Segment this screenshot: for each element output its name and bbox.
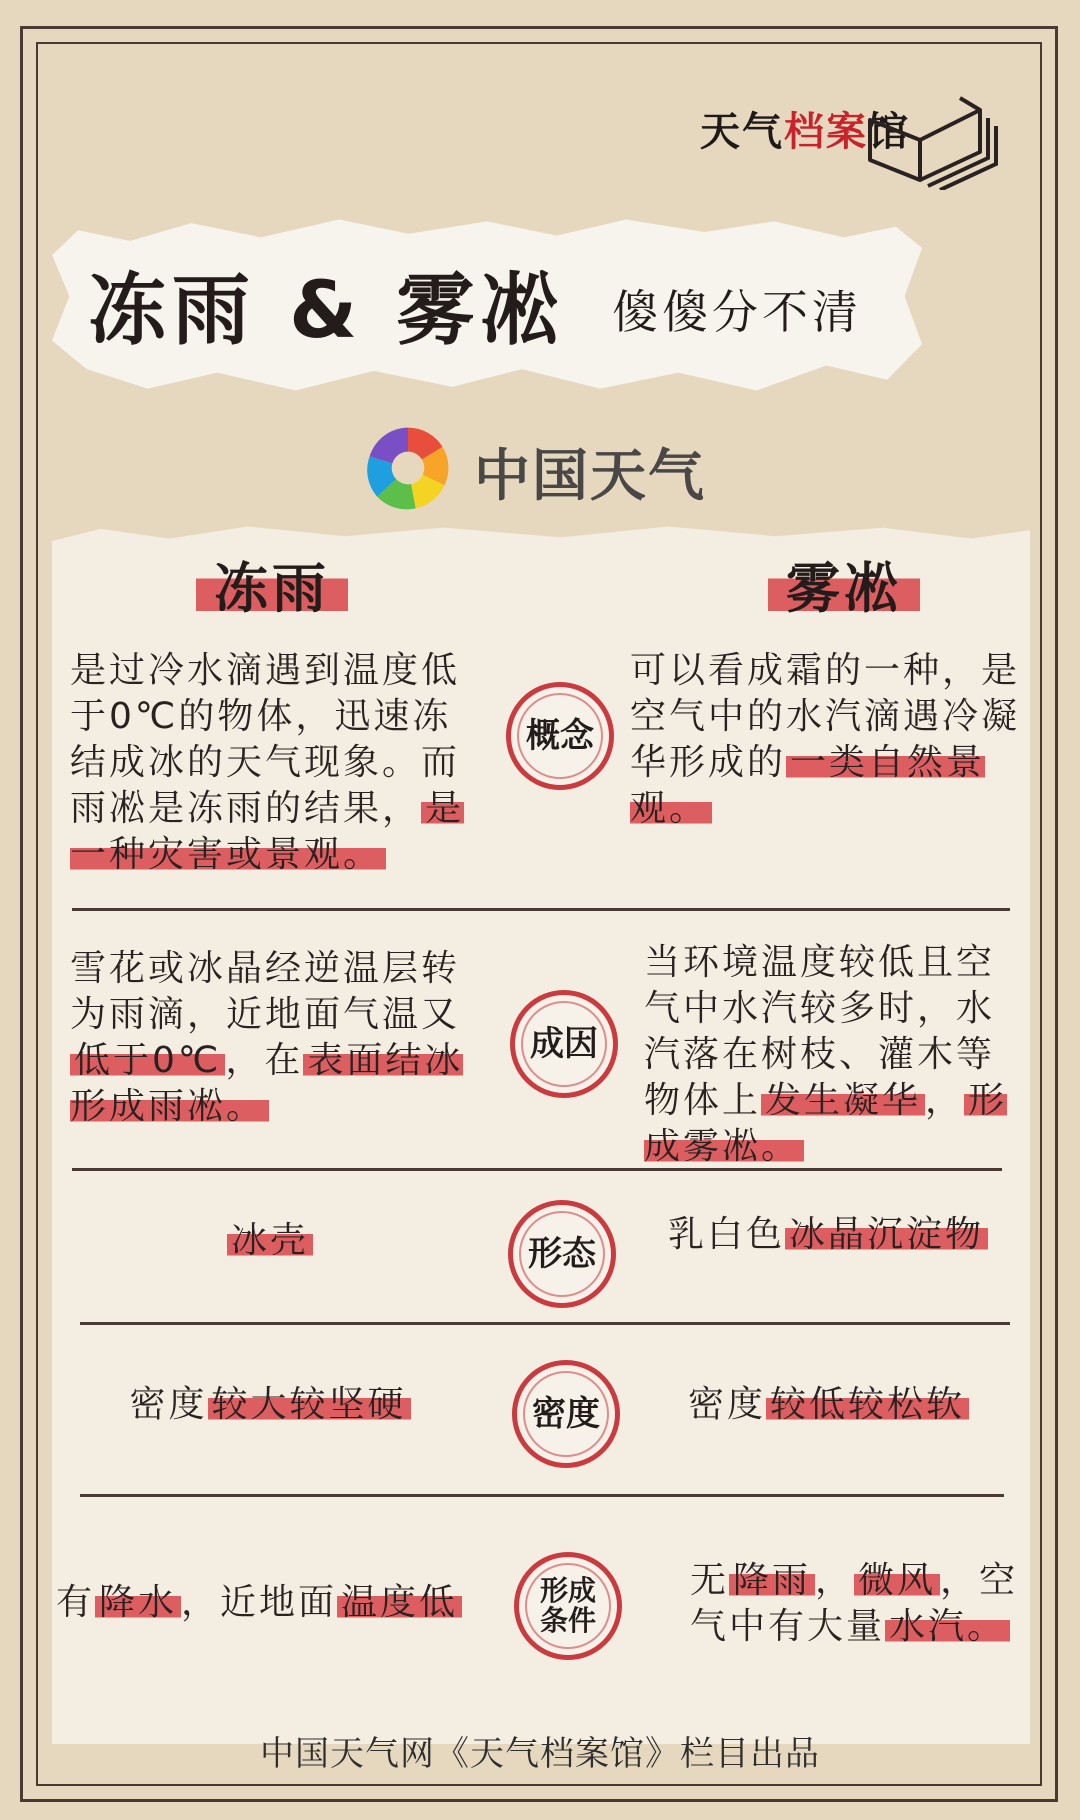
concept-stamp [506, 682, 614, 790]
condition-left-text: 有 降水 ，近地面 温度低 [56, 1580, 496, 1626]
book-icon [860, 90, 1010, 190]
condition-label: 形成条件 [539, 1574, 596, 1637]
footer-credit: 中国天气网《天气档案馆》栏目出品 [260, 1734, 820, 1774]
concept-left-text: 是过冷水滴遇到温度低于0℃的物体，迅速冻结成冰的天气现象。而雨凇是冻雨的结果， 是一种灾害或景观。 [70, 650, 465, 875]
cause-label: 成因 [530, 1024, 598, 1064]
density-left-text: 密度 较大较坚硬 [70, 1382, 470, 1428]
form-label: 形态 [528, 1234, 596, 1274]
condition-right-text: 无 降雨 ， 微风 ，空气中有大量 水汽。 [690, 1560, 1019, 1647]
column-header-rime: 雾凇 [768, 546, 920, 623]
condition-stamp [514, 1552, 622, 1660]
concept-label: 概念 [526, 716, 594, 756]
brand-part2: 档案 [784, 109, 868, 155]
page-subtitle: 傻傻分不清 [612, 285, 862, 339]
divider [72, 908, 1010, 911]
logo-text: 中国天气 [474, 444, 706, 509]
form-stamp [508, 1200, 616, 1308]
divider [80, 1322, 1010, 1325]
brand-part1: 天气 [700, 109, 784, 155]
form-right-text: 乳白色 冰晶沉淀物 [668, 1212, 1028, 1258]
cause-right-text: 当环境温度较低且空气中水汽较多时，水汽落在树枝、灌木等物体上 发生凝华 ， 形成雾凇。 [644, 942, 1008, 1167]
density-right-text: 密度 较低较松软 [688, 1382, 1028, 1428]
divider [72, 1168, 1002, 1171]
brand-part3: 馆 [868, 109, 910, 155]
concept-right-text: 可以看成霜的一种，是空气中的水汽滴遇冷凝华形成的 一类自然景观。 [630, 650, 1021, 829]
cause-stamp [510, 990, 618, 1098]
density-stamp [512, 1360, 620, 1468]
density-label: 密度 [532, 1394, 600, 1434]
china-weather-logo-icon [360, 420, 456, 516]
form-left-text: 冰壳 [70, 1218, 470, 1264]
divider [80, 1494, 1004, 1497]
page-title: 冻雨 & 雾凇 [88, 266, 565, 356]
cause-left-text: 雪花或冰晶经逆温层转为雨滴，近地面气温又低于0℃ ，在 表面结冰形成雨凇。 [70, 948, 464, 1127]
column-header-freezing-rain: 冻雨 [196, 546, 348, 623]
